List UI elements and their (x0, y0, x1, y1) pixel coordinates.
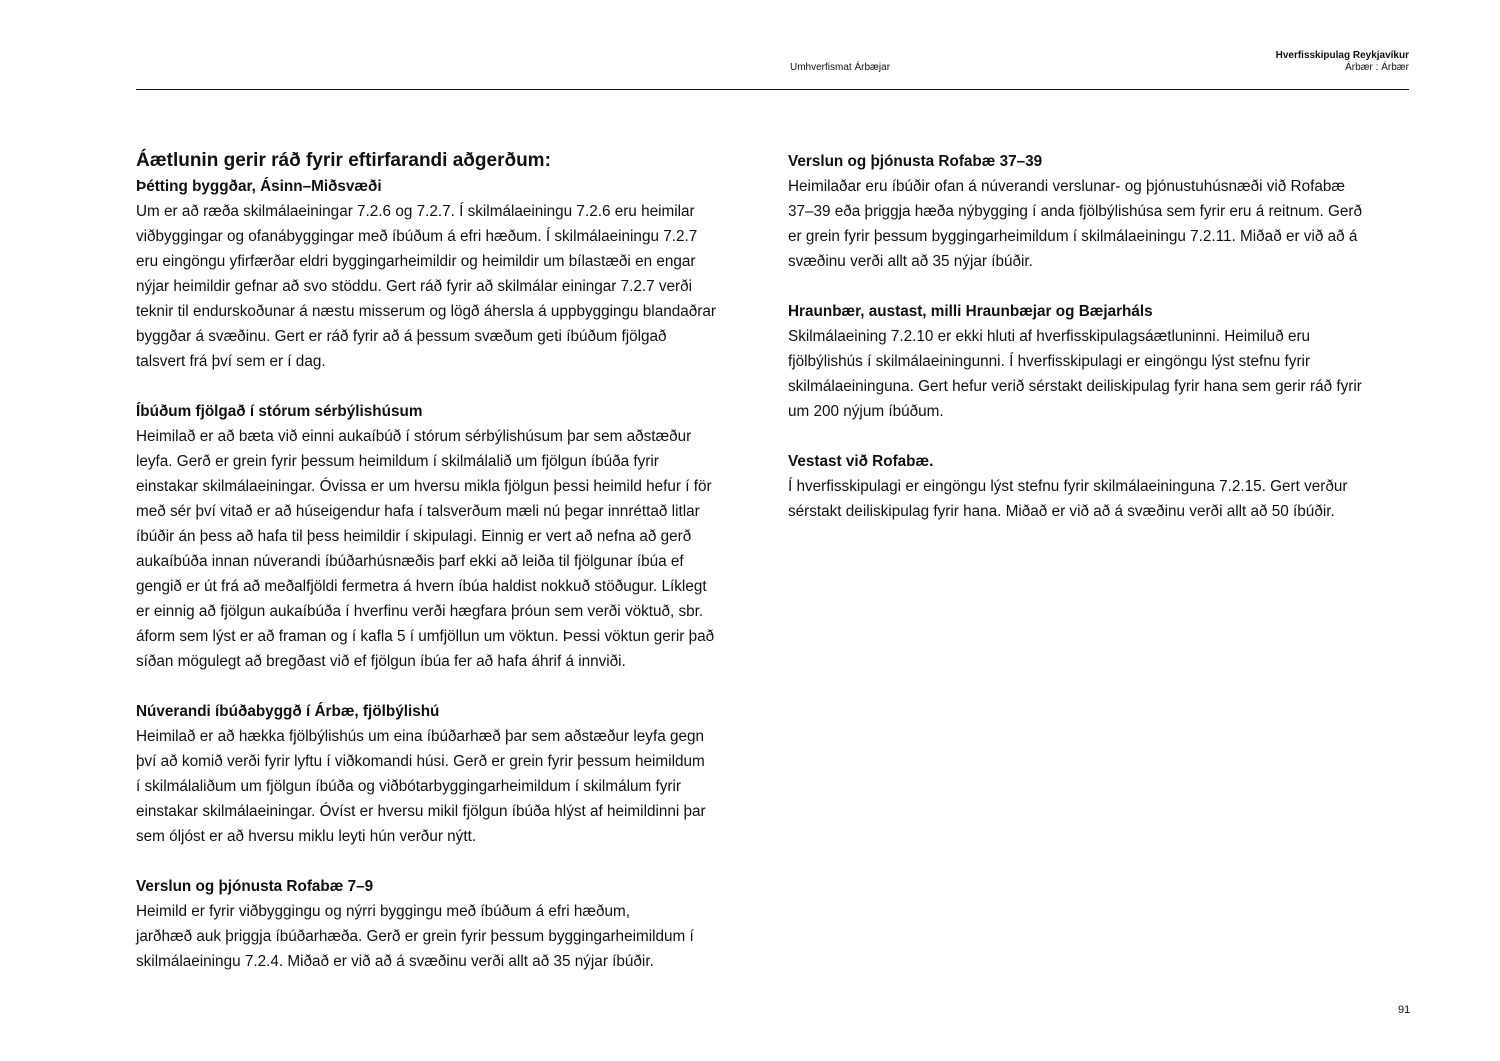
section (788, 299, 1428, 424)
body-text-line: gengið er út frá að meðalfjöldi fermetra á hvern íbúa haldist nokkuð stöðugur. Líklegt (136, 578, 707, 595)
section-heading: Þétting byggðar, Ásinn–Miðsvæði (136, 178, 382, 195)
body-text-line: Heimild er fyrir viðbyggingu og nýrri byggingu með íbúðum á efri hæðum, (136, 903, 630, 920)
page-title: Áætlunin gerir ráð fyrir eftirfarandi aðgerðum: (136, 150, 551, 171)
right-column (788, 149, 1428, 524)
section-spacer (136, 674, 776, 699)
body-text-line: skilmálaeiningu 7.2.4. Miðað er við að á svæðinu verði allt að 35 nýjar íbúðir. (136, 953, 654, 970)
body-text-line: sem óljóst er að hversu miklu leyti hún verður nýtt. (136, 828, 477, 845)
body-text-line: svæðinu verði allt að 35 nýjar íbúðir. (788, 253, 1033, 270)
body-text-line: eru eingöngu yfirfærðar eldri byggingarheimildir og heimildir um bílastæði en engar (136, 253, 696, 270)
body-text-line: Heimilað er að hækka fjölbýlishús um eina íbúðarhæð þar sem aðstæður leyfa gegn (136, 728, 704, 745)
running-header-area: Árbær : Árbær (1345, 62, 1409, 73)
body-text-line: Um er að ræða skilmálaeiningar 7.2.6 og 7.2.7. Í skilmálaeiningu 7.2.6 eru heimilar (136, 203, 695, 220)
body-text-line: jarðhæð auk þriggja íbúðarhæða. Gerð er grein fyrir þessum byggingarheimildum í (136, 928, 694, 945)
body-text-line: einstakar skilmálaeiningar. Óvissa er um hversu mikla fjölgun þessi heimild hefur í för (136, 478, 712, 495)
right-sections (788, 149, 1428, 524)
body-text-line: áform sem lýst er að framan og í kafla 5 í umfjöllun um vöktun. Þessi vöktun gerir það (136, 628, 715, 645)
section-heading: Hraunbær, austast, milli Hraunbæjar og Bæjarháls (788, 303, 1153, 320)
page-number: 91 (1398, 1004, 1411, 1016)
left-sections (136, 174, 776, 974)
body-text-line: einstakar skilmálaeiningar. Óvíst er hversu mikil fjölgun íbúða hlýst af heimildinni þar (136, 803, 706, 820)
body-text-line: talsvert frá því sem er í dag. (136, 353, 326, 370)
running-header-plan-title: Hverfisskipulag Reykjavíkur (1275, 50, 1409, 61)
body-text-line: Í hverfisskipulagi er eingöngu lýst stefnu fyrir skilmálaeininguna 7.2.15. Gert verður (788, 478, 1348, 495)
body-text-line: því að komið verði fyrir lyftu í viðkomandi húsi. Gerð er grein fyrir þessum heimildum (136, 753, 705, 770)
section-spacer (136, 849, 776, 874)
section (788, 149, 1428, 274)
body-text-line: um 200 nýjum íbúðum. (788, 403, 944, 420)
left-column (136, 148, 776, 974)
section-spacer (788, 274, 1428, 299)
section (136, 699, 776, 849)
body-text-line: Heimilaðar eru íbúðir ofan á núverandi verslunar- og þjónustuhúsnæði við Rofabæ (788, 178, 1345, 195)
body-text-line: í skilmálaliðum um fjölgun íbúða og viðbótarbyggingarheimildum í skilmálum fyrir (136, 778, 681, 795)
section-spacer (136, 374, 776, 399)
body-text-line: viðbyggingar og ofanábyggingar með íbúðum á efri hæðum. Í skilmálaeiningu 7.2.7 (136, 228, 698, 245)
body-text-line: íbúðir án þess að hafa til þess heimildir í skipulagi. Einnig er vert að nefna að gerð (136, 528, 692, 545)
body-text-line: nýjar heimildir gefnar að svo stöddu. Gert ráð fyrir að skilmálar einingar 7.2.7 verði (136, 278, 693, 295)
running-header-document-title: Umhverfismat Árbæjar (790, 62, 891, 73)
section-heading: Verslun og þjónusta Rofabæ 7–9 (136, 878, 374, 895)
body-text-line: er einnig að fjölgun aukaíbúða í hverfinu verði hægfara þróun sem verði vöktuð, sbr. (136, 603, 704, 620)
section (136, 399, 776, 674)
section (136, 874, 776, 974)
body-text-line: 37–39 eða þriggja hæða nýbygging í anda fjölbýlishúsa sem fyrir eru á reitnum. Gerð (788, 203, 1362, 220)
section-spacer (788, 424, 1428, 449)
section-heading: Íbúðum fjölgað í stórum sérbýlishúsum (136, 403, 423, 420)
body-text-line: aukaíbúða innan núverandi íbúðarhúsnæðis þarf ekki að leiða til fjölgunar íbúa ef (136, 553, 684, 570)
header-divider (136, 89, 1409, 90)
body-text-line: Skilmálaeining 7.2.10 er ekki hluti af hverfisskipulagsáætluninni. Heimiluð eru (788, 328, 1311, 345)
section-heading: Núverandi íbúðabyggð í Árbæ, fjölbýlishú (136, 703, 440, 720)
body-text-line: skilmálaeininguna. Gert hefur verið sérstakt deiliskipulag fyrir hana sem gerir ráð fyrir (788, 378, 1362, 395)
body-text-line: teknir til endurskoðunar á næstu misserum og lögð áhersla á uppbyggingu blandaðrar (136, 303, 716, 320)
body-text-line: er grein fyrir þessum byggingarheimildum í skilmálaeiningu 7.2.11. Miðað er við að á (788, 228, 1358, 245)
body-text-line: Heimilað er að bæta við einni aukaíbúð í stórum sérbýlishúsum þar sem aðstæður (136, 428, 692, 445)
body-text-line: sérstakt deiliskipulag fyrir hana. Miðað er við að á svæðinu verði allt að 50 íbúðir. (788, 503, 1335, 520)
section (788, 449, 1428, 524)
body-text-line: með sér því vitað er að húseigendur hafa í talsverðum mæli nú þegar innréttað litlar (136, 503, 700, 520)
section-heading: Vestast við Rofabæ. (788, 453, 934, 470)
body-text-line: leyfa. Gerð er grein fyrir þessum heimildum í skilmálalið um fjölgun íbúða fyrir (136, 453, 659, 470)
section (136, 174, 776, 374)
body-text-line: fjölbýlishús í skilmálaeiningunni. Í hverfisskipulagi er eingöngu lýst stefnu fyrir (788, 353, 1311, 370)
body-text-line: byggðar á svæðinu. Gert er ráð fyrir að á þessum svæðum geti íbúðum fjölgað (136, 328, 667, 345)
running-header-right (1276, 50, 1409, 74)
section-heading: Verslun og þjónusta Rofabæ 37–39 (788, 153, 1043, 170)
body-text-line: síðan mögulegt að bregðast við ef fjölgun íbúa fer að hafa áhrif á innviði. (136, 653, 626, 670)
